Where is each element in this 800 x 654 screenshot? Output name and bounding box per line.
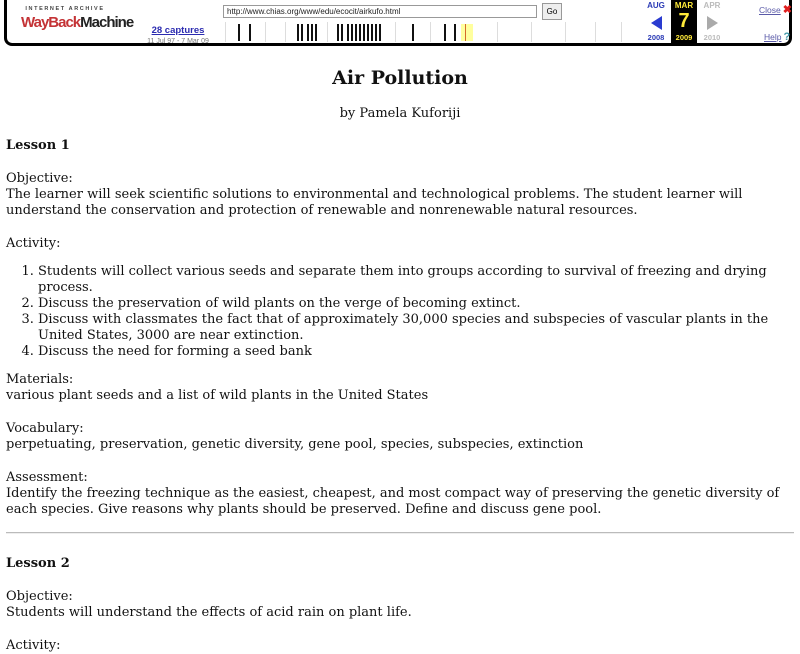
year-divider [497, 22, 498, 42]
section-divider [6, 532, 794, 534]
year-divider [265, 22, 266, 42]
capture-mark [238, 24, 240, 41]
current-month: MAR [674, 1, 694, 10]
url-input[interactable] [223, 5, 537, 18]
year-divider [430, 22, 431, 42]
next-month: APR [703, 1, 721, 10]
activity-label: Activity: [6, 638, 61, 653]
capture-mark [297, 24, 299, 41]
next-capture [699, 0, 725, 44]
go-button[interactable]: Go [542, 3, 562, 20]
vocabulary-text: perpetuating, preservation, genetic diversity, gene pool, species, subspecies, extinction [6, 437, 584, 452]
objective-text: Students will understand the effects of acid rain on plant life. [6, 605, 412, 620]
next-year: 2010 [703, 33, 721, 42]
current-day: 7 [678, 10, 690, 32]
capture-mark [347, 24, 349, 41]
close-toolbar[interactable] [759, 3, 792, 16]
objective-label: Objective: [6, 171, 73, 186]
prev-capture[interactable] [643, 0, 669, 44]
year-divider [595, 22, 596, 42]
year-divider [285, 22, 286, 42]
objective-text: The learner will seek scientific solutions to environmental and technological problems. The student learner will understand the conservation and protection of renewable and nonrenewable natural resources. [6, 187, 743, 218]
capture-mark [454, 24, 456, 41]
lesson-heading: Lesson 1 [6, 138, 70, 153]
captures-link[interactable]: 28 captures [151, 25, 205, 36]
close-link[interactable]: Close [759, 5, 781, 15]
activity-item: 2. Discuss the preservation of wild plants on the verge of becoming extinct. [38, 296, 794, 312]
document-body [6, 60, 794, 654]
activity-item: 3. Discuss with classmates the fact that of approximately 30,000 species and subspecies of vascular plants in the United States, 3000 are near extinction. [38, 312, 794, 344]
materials-label: Materials: [6, 372, 74, 387]
capture-mark [315, 24, 317, 41]
capture-mark [363, 24, 365, 41]
capture-mark [379, 24, 381, 41]
capture-mark [367, 24, 369, 41]
arrow-right-icon [707, 16, 718, 30]
capture-mark [351, 24, 353, 41]
capture-mark [341, 24, 343, 41]
help[interactable] [764, 31, 790, 43]
current-year: 2009 [675, 33, 693, 42]
assessment-text: Identify the freezing technique as the easiest, cheapest, and most compact way of preserving the genetic diversity of each species. Give reasons why plants should be preserved. Define and discuss gene pool. [6, 486, 780, 517]
logo-internet-archive-text: INTERNET ARCHIVE [25, 6, 105, 12]
capture-mark [301, 24, 303, 41]
lesson-2 [6, 556, 794, 654]
assessment-label: Assessment: [6, 470, 88, 485]
activity-item: 1. Students will collect various seeds and separate them into groups according to survival of freezing and drying process. [38, 264, 794, 296]
materials-text: various plant seeds and a list of wild plants in the United States [6, 388, 429, 403]
prev-year[interactable]: 2008 [647, 33, 665, 42]
close-icon[interactable]: ✖ [782, 4, 792, 16]
activity-list [6, 264, 794, 360]
arrow-left-icon[interactable] [651, 16, 662, 30]
capture-mark [311, 24, 313, 41]
year-divider [395, 22, 396, 42]
wayback-toolbar [4, 0, 792, 46]
capture-timeline[interactable] [225, 22, 627, 42]
captures-range: 11 Jul 97 - 7 Mar 09 [147, 38, 209, 45]
byline: by Pamela Kuforiji [339, 106, 461, 121]
lesson-heading: Lesson 2 [6, 556, 70, 571]
year-divider [327, 22, 328, 42]
wayback-logo[interactable] [21, 6, 134, 40]
lesson-1 [6, 138, 794, 518]
capture-mark [359, 24, 361, 41]
help-icon[interactable]: ? [783, 31, 791, 43]
capture-mark [371, 24, 373, 41]
capture-mark [444, 24, 446, 41]
help-link[interactable]: Help [764, 32, 782, 42]
year-divider [621, 22, 622, 42]
activity-item: 4. Discuss the need for forming a seed bank [38, 344, 794, 360]
logo-way: WayBack [21, 14, 81, 31]
vocabulary-label: Vocabulary: [6, 421, 84, 436]
year-divider [225, 22, 226, 42]
current-capture-mark [465, 24, 466, 41]
logo-machine: Machine [80, 14, 134, 31]
page-title: Air Pollution [332, 67, 468, 89]
year-divider [531, 22, 532, 42]
current-capture [671, 0, 697, 44]
current-year-highlight [461, 24, 473, 41]
capture-mark [375, 24, 377, 41]
capture-mark [249, 24, 251, 41]
logo-wayback-machine-text [21, 14, 134, 31]
date-navigator [643, 0, 725, 44]
captures-info [135, 25, 221, 45]
capture-mark [355, 24, 357, 41]
prev-month[interactable]: AUG [647, 1, 665, 10]
objective-label: Objective: [6, 589, 73, 604]
capture-mark [307, 24, 309, 41]
capture-mark [337, 24, 339, 41]
capture-mark [412, 24, 414, 41]
year-divider [565, 22, 566, 42]
activity-label: Activity: [6, 236, 61, 251]
